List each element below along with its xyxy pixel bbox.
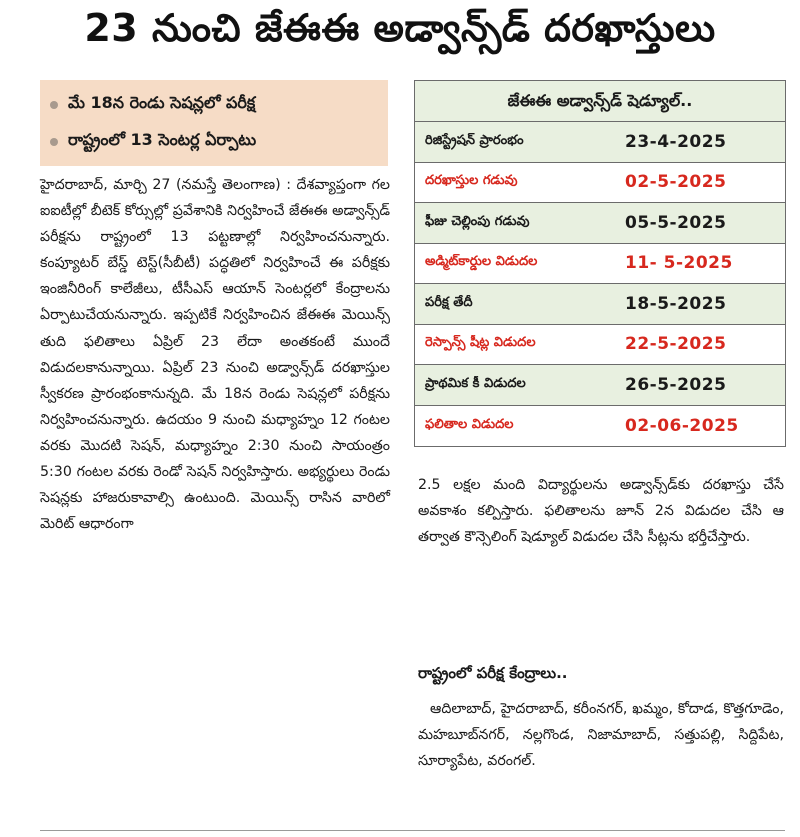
schedule-event: రెస్పాన్స్ షీట్ల విడుదల xyxy=(425,335,536,351)
article-paragraph: 2.5 లక్షల మంది విద్యార్థులను అడ్వాన్స్‌డ్‌కు దరఖాస్తు చేసే అవకాశం కల్పిస్తారు. ఫలితాలను జూన్ 2న విడుదల చేసి ఆ తర్వాత కౌన్సెలింగ్ షెడ్యూల్ విడుదల చేసి సీట్లను భర్తీచేస్తారు. xyxy=(418,477,784,546)
divider xyxy=(40,830,785,831)
schedule-row xyxy=(415,325,785,366)
schedule-date: 23-4-2025 xyxy=(625,131,727,152)
schedule-row xyxy=(415,122,785,163)
schedule-date: 18-5-2025 xyxy=(625,293,727,314)
schedule-date: 02-5-2025 xyxy=(625,172,727,193)
centres-text: ఆదిలాబాద్, హైదరాబాద్, కరీంనగర్, ఖమ్మం, కోదాడ, కొత్తగూడెం, మహబూబ్‌నగర్, నల్లగొండ, నిజామాబాద్, సత్తుపల్లి, సిద్దిపేట, సూర్యాపేట, వరంగల్. xyxy=(418,701,784,770)
centres-list xyxy=(418,696,784,774)
highlight-text: రాష్ట్రంలో 13 సెంటర్ల ఏర్పాటు xyxy=(68,130,257,149)
schedule-date: 11- 5-2025 xyxy=(625,253,733,274)
schedule-date: 26-5-2025 xyxy=(625,374,727,395)
centres-heading: రాష్ట్రంలో పరీక్ష కేంద్రాలు.. xyxy=(418,664,568,682)
article-paragraph: హైదరాబాద్, మార్చి 27 (నమస్తే తెలంగాణ) : దేశవ్యాప్తంగా గల ఐఐటీల్లో బీటెక్ కోర్సుల్లో ప్రవేశానికి నిర్వహించే జేఈఈ అడ్వాన్స్‌డ్ పరీక్షను రాష్ట్రంలో 13 పట్టణాల్లో నిర్వహించనున్నారు. కంప్యూటర్ బేస్డ్ టెస్ట్(సీబీటీ) పద్ధతిలో నిర్వహించే ఈ పరీక్షకు ఇంజినీరింగ్ కాలేజీలు, టీసీఎస్ ఆయాన్ సెంటర్లలో కేంద్రాలను ఏర్పాటుచేయనున్నారు. ఇప్పటికే నిర్వహించిన జేఈఈ మెయిన్స్ తుది ఫలితాలు ఏప్రిల్ 23 లేదా అంతకంటే ముందే విడుదలకానున్నాయి. ఏప్రిల్ 23 నుంచి అడ్వాన్స్‌డ్ దరఖాస్తుల స్వీకరణ ప్రారంభంకానున్నది. మే 18న రెండు సెషన్లలో పరీక్షను నిర్వహించనున్నారు. ఉదయం 9 నుంచి మధ్యాహ్నం 12 గంటల వరకు మొదటి సెషన్, మధ్యాహ్నం 2:30 నుంచి సాయంత్రం 5:30 గంటల వరకు రెండో సెషన్ నిర్వహిస్తారు. అభ్యర్థులు రెండు సెషన్లకు హాజరుకావాల్సి ఉంటుంది. మెయిన్స్ రాసిన వారిలో మెరిట్ ఆధారంగా xyxy=(40,177,390,533)
bullet-icon xyxy=(50,101,58,109)
headline: 23 నుంచి జేఈఈ అడ్వాన్స్‌డ్ దరఖాస్తులు xyxy=(84,6,716,50)
schedule-date: 05-5-2025 xyxy=(625,212,727,233)
schedule-date: 22-5-2025 xyxy=(625,334,727,355)
schedule-row xyxy=(415,244,785,285)
schedule-row xyxy=(415,203,785,244)
schedule-event: పరీక్ష తేదీ xyxy=(425,294,473,310)
schedule-event: ఫలితాల విడుదల xyxy=(425,416,514,432)
schedule-date: 02-06-2025 xyxy=(625,415,739,436)
schedule-row xyxy=(415,365,785,406)
highlight-text: మే 18న రెండు సెషన్లలో పరీక్ష xyxy=(68,93,256,112)
schedule-event: ఫీజు చెల్లింపు గడువు xyxy=(425,213,530,229)
article-body-left xyxy=(40,172,390,537)
schedule-event: ప్రాథమిక కీ విడుదల xyxy=(425,375,526,391)
schedule-row xyxy=(415,406,785,447)
article-body-right xyxy=(418,472,784,550)
highlights-box xyxy=(40,80,388,166)
schedule-event: రిజిస్ట్రేషన్ ప్రారంభం xyxy=(425,132,524,148)
highlight-item xyxy=(50,86,378,123)
bullet-icon xyxy=(50,138,58,146)
schedule-event: అడ్మిట్‌కార్డుల విడుదల xyxy=(425,254,538,270)
schedule-title: జేఈఈ అడ్వాన్స్‌డ్ షెడ్యూల్.. xyxy=(415,81,785,122)
schedule-row xyxy=(415,284,785,325)
schedule-row xyxy=(415,163,785,204)
highlight-item xyxy=(50,123,378,160)
schedule-table xyxy=(414,80,786,447)
schedule-event: దరఖాస్తుల గడువు xyxy=(425,173,518,189)
